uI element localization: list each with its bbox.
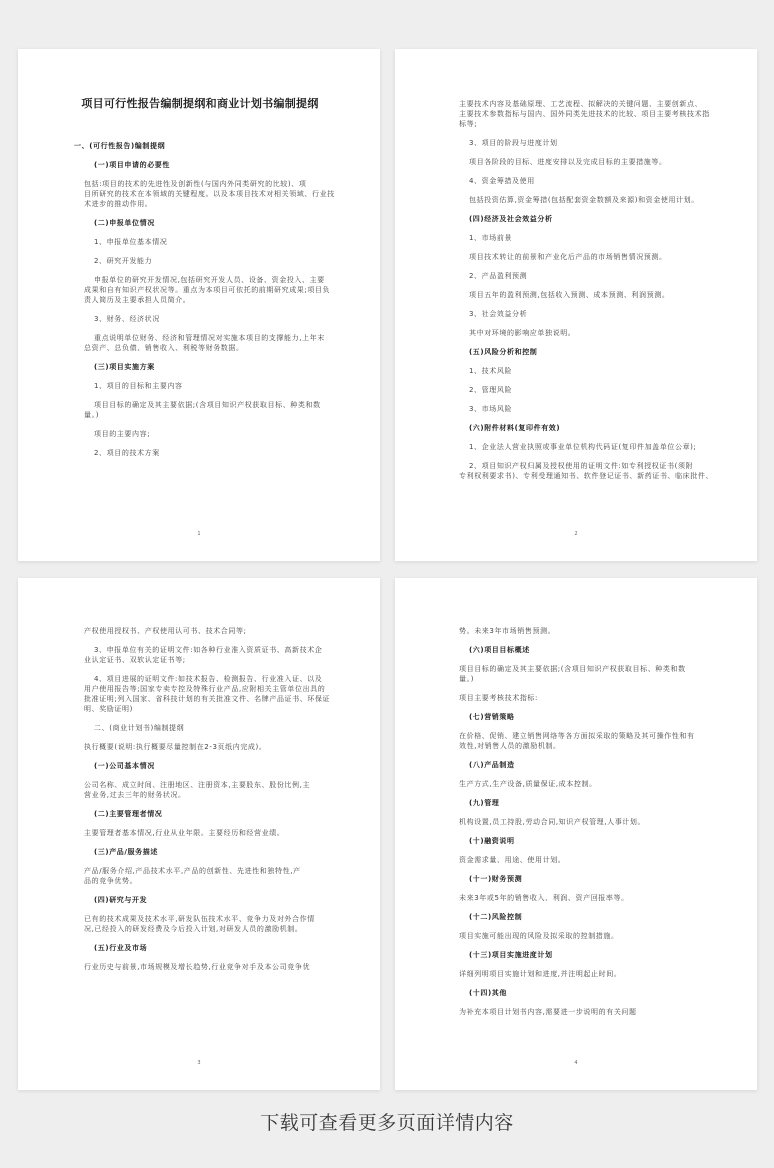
text-line: 4、资金筹措及使用 — [469, 177, 535, 185]
text-line: 总资产、总负债、销售收入、利税等财务数据。 — [84, 344, 244, 352]
section-heading: (三)项目实施方案 — [94, 363, 155, 371]
chapter-heading: 一、(可行性报告)编制提纲 — [74, 142, 166, 150]
text-line: 营业务,过去三年的财务状况。 — [84, 791, 186, 799]
section-heading: (十二)风险控制 — [469, 913, 523, 921]
section-heading: (六)附件材料(复印件有效) — [469, 424, 561, 432]
text-line: 项目实施可能出现的风险及拟采取的控制措施。 — [459, 932, 619, 940]
section-heading: (二)申报单位情况 — [94, 219, 155, 227]
text-line: 品的竞争优势。 — [84, 877, 138, 885]
text-line: 包括:项目的技术的先进性及创新性(与国内外同类研究的比较)、项 — [84, 180, 307, 188]
text-line: 目所研究的技术在本领域的关键程度。以及本项目技术对相关领域、行业技 — [84, 190, 335, 198]
text-line: 重点说明单位财务、经济和管理情况对实施本项目的支撑能力,上年末 — [94, 334, 325, 342]
text-line: 成果和自有知识产权状况等。重点为本项目可依托的前期研究成果;项目负 — [84, 286, 331, 294]
text-line: 3、财务、经济状况 — [94, 315, 160, 323]
text-line: 量。) — [459, 675, 475, 683]
text-line: 1、项目的目标和主要内容 — [94, 382, 183, 390]
text-line: 业认定证书、双软认定证书等; — [84, 656, 186, 664]
text-line: 2、项目知识产权归属及授权使用的证明文件:如专利授权证书(须附 — [469, 462, 694, 470]
page-number: 4 — [574, 1060, 578, 1066]
text-line: 包括投资估算,资金筹措(包括配套资金数额及来源)和资金使用计划。 — [469, 196, 699, 204]
section-heading: (七)营销策略 — [469, 713, 515, 721]
text-line: 产品/服务介绍,产品技术水平,产品的创新性、先进性和独特性,产 — [84, 867, 301, 875]
text-line: 况,已经投入的研发经费及今后投入计划,对研发人员的激励机制。 — [84, 925, 303, 933]
text-line: 明、奖励证明) — [84, 705, 133, 713]
text-line: 项目目标的确定及其主要依据;(含项目知识产权获取目标、种类和数 — [459, 665, 686, 673]
section-heading: (五)风险分析和控制 — [469, 348, 538, 356]
section-heading: (四)经济及社会效益分析 — [469, 215, 553, 223]
text-line: 公司名称、成立时间、注册地区、注册资本,主要股东、股份比例,主 — [84, 781, 311, 789]
document-page-4 — [395, 578, 757, 1090]
text-line: 项目五年的盈利预测,包括收入预测、成本预测、利润预测。 — [469, 291, 670, 299]
text-line: 主要技术内容及基础原理、工艺流程、拟解决的关键问题、主要创新点、 — [459, 100, 703, 108]
section-heading: (十)融资说明 — [469, 837, 515, 845]
text-line: 项目的主要内容; — [94, 430, 151, 438]
section-heading: (四)研究与开发 — [94, 896, 148, 904]
text-line: 3、项目的阶段与进度计划 — [469, 139, 558, 147]
text-line: 1、技术风险 — [469, 367, 513, 375]
section-heading: (十一)财务预测 — [469, 875, 523, 883]
document-page-1 — [18, 49, 380, 561]
page-body — [74, 141, 356, 458]
text-line: 申报单位的研究开发情况,包括研究开发人员、设备、资金投入、主要 — [94, 276, 325, 284]
page-number: 1 — [197, 531, 201, 537]
section-heading: (一)项目申请的必要性 — [94, 161, 170, 169]
document-page-2 — [395, 49, 757, 561]
text-line: 机构设置,员工持股,劳动合同,知识产权管理,人事计划。 — [459, 818, 646, 826]
text-line: 已有的技术成果及技术水平,研发队伍技术水平、竞争力及对外合作情 — [84, 915, 315, 923]
document-title: 项目可行性报告编制提纲和商业计划书编制提纲 — [81, 97, 319, 110]
text-line: 未来3年或5年的销售收入、利润、资产回报率等。 — [459, 894, 629, 902]
text-line: 2、产品盈利预测 — [469, 272, 528, 280]
text-line: 3、社会效益分析 — [469, 310, 528, 318]
section-heading: (三)产品/服务描述 — [94, 848, 158, 856]
text-line: 1、企业法人营业执照或事业单位机构代码证(复印件加盖单位公章); — [469, 443, 697, 451]
section-heading: (六)项目目标概述 — [469, 646, 530, 654]
section-heading: (十四)其他 — [469, 989, 507, 997]
text-line: 资金需求量、用途、使用计划。 — [459, 856, 566, 864]
text-line: 4、项目进展的证明文件:如技术报告、检测报告、行业准入证、以及 — [94, 675, 323, 683]
section-heading: (九)管理 — [469, 799, 500, 807]
text-line: 主要技术参数指标与国内、国外同类先进技术的比较、项目主要考核技术指 — [459, 110, 710, 118]
text-line: 1、申报单位基本情况 — [94, 238, 168, 246]
page-body — [459, 99, 733, 481]
text-line: 术进步的推动作用。 — [84, 200, 153, 208]
text-line: 势。未来3年市场销售预测。 — [459, 627, 556, 635]
text-line: 详细列明项目实施计划和进度,并注明起止时间。 — [459, 970, 622, 978]
text-line: 1、市场前景 — [469, 234, 513, 242]
text-line: 项目各阶段的目标、进度安排以及完成目标的主要措施等。 — [469, 158, 667, 166]
text-line: 3、申报单位有关的证明文件:如各种行业准入资质证书、高新技术企 — [94, 646, 323, 654]
document-page-3 — [18, 578, 380, 1090]
section-heading: (八)产品制造 — [469, 761, 515, 769]
text-line: 2、项目的技术方案 — [94, 449, 160, 457]
section-heading: (五)行业及市场 — [94, 944, 148, 952]
text-line: 项目目标的确定及其主要依据;(含项目知识产权获取目标、种类和数 — [94, 401, 321, 409]
text-line: 在价格、促销、建立销售网络等各方面拟采取的策略及其可操作性和有 — [459, 732, 695, 740]
text-line: 行业历史与前景,市场规模及增长趋势,行业竞争对手及本公司竞争优 — [84, 963, 311, 971]
text-line: 标等; — [459, 120, 478, 128]
section-heading: (二)主要管理者情况 — [94, 810, 163, 818]
page-number: 3 — [197, 1060, 201, 1066]
text-line: 产权使用授权书、产权使用认可书、技术合同等; — [84, 627, 247, 635]
text-line: 二、(商业计划书)编制提纲 — [94, 724, 185, 732]
text-line: 项目技术转让的前景和产业化后产品的市场销售情况预测。 — [469, 253, 667, 261]
page-body — [459, 626, 733, 1017]
text-line: 量。) — [84, 411, 100, 419]
text-line: 2、管理风险 — [469, 386, 513, 394]
text-line: 用户使用报告等;国家专卖专控及特殊行业产品,应附相关主管单位出具的 — [84, 685, 326, 693]
text-line: 批准证明;列入国家、省科技计划的有关批准文件、名牌产品证书、环保证 — [84, 695, 331, 703]
section-heading: (一)公司基本情况 — [94, 762, 155, 770]
page-number: 2 — [574, 531, 578, 537]
text-line: 效性,对销售人员的激励机制。 — [459, 742, 561, 750]
text-line: 责人简历及主要承担人员简介。 — [84, 296, 191, 304]
page-body — [84, 626, 358, 972]
text-line: 执行概要(说明:执行概要尽量控制在2-3页纸内完成)。 — [84, 743, 267, 751]
section-heading: (十三)项目实施进度计划 — [469, 951, 553, 959]
text-line: 专利权利要求书)、专利受理通知书、软件登记证书、新药证书、临床批件、 — [459, 472, 714, 480]
text-line: 3、市场风险 — [469, 405, 513, 413]
text-line: 项目主要考核技术指标: — [459, 694, 538, 702]
text-line: 主要管理者基本情况,行业从业年限。主要经历和经营业绩。 — [84, 829, 285, 837]
text-line: 生产方式,生产设备,质量保证,成本控制。 — [459, 780, 597, 788]
text-line: 其中对环境的影响应单独说明。 — [469, 329, 576, 337]
text-line: 2、研究开发能力 — [94, 257, 153, 265]
text-line: 为补充本项目计划书内容,需要进一步说明的有关问题 — [459, 1008, 637, 1016]
download-more-caption[interactable]: 下载可查看更多页面详情内容 — [260, 1112, 514, 1134]
